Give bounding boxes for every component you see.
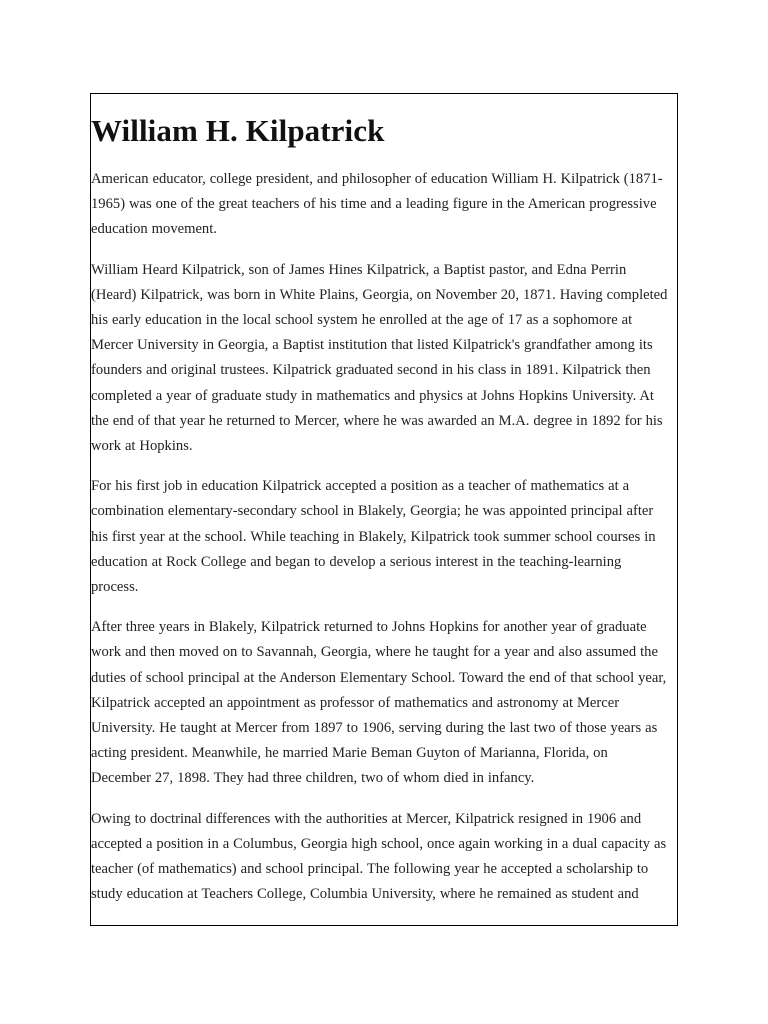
document-content — [91, 113, 677, 907]
paragraph-intro: American educator, college president, and philosopher of education William H. Kilpatrick (1871-1965) was one of the great teachers of his time and a leading figure in the American progressive education movement. — [91, 171, 663, 238]
paragraph-columbia: Owing to doctrinal differences with the authorities at Mercer, Kilpatrick resigned in 1906 and accepted a position in a Columbus, Georgia high school, once again working in a dual capacity as teacher (of mathematics) and school principal. The following year he accepted a scholarship to study education at Teachers College, Columbia University, where he remained as student and — [91, 810, 667, 903]
paragraph-mercer-career: After three years in Blakely, Kilpatrick returned to Johns Hopkins for another year of graduate work and then moved on to Savannah, Georgia, where he taught for a year and also assumed the duties of school principal at the Anderson Elementary School. Toward the end of that school year, Kilpatrick accepted an appointment as professor of mathematics and astronomy at Mercer University. He taught at Mercer from 1897 to 1906, serving during the last two of those years as acting president. Meanwhile, he married Marie Beman Guyton of Marianna, Florida, on December 27, 1898. They had three children, two of whom died in infancy. — [91, 619, 667, 787]
document-page — [90, 93, 678, 926]
paragraph-first-job: For his first job in education Kilpatrick accepted a position as a teacher of mathematics at a combination elementary-secondary school in Blakely, Georgia; he was appointed principal after his first year at the school. While teaching in Blakely, Kilpatrick took summer school courses in education at Rock College and began to develop a serious interest in the teaching-learning process. — [91, 478, 656, 596]
paragraph-early-life: William Heard Kilpatrick, son of James Hines Kilpatrick, a Baptist pastor, and Edna Perrin (Heard) Kilpatrick, was born in White Plains, Georgia, on November 20, 1871. Having completed his early education in the local school system he enrolled at the age of 17 as a sophomore at Mercer University in Georgia, a Baptist institution that listed Kilpatrick's grandfather among its founders and original trustees. Kilpatrick graduated second in his class in 1891. Kilpatrick then completed a year of graduate study in mathematics and physics at Johns Hopkins University. At the end of that year he returned to Mercer, where he was awarded an M.A. degree in 1892 for his work at Hopkins. — [91, 261, 668, 455]
document-title: William H. Kilpatrick — [91, 113, 385, 148]
